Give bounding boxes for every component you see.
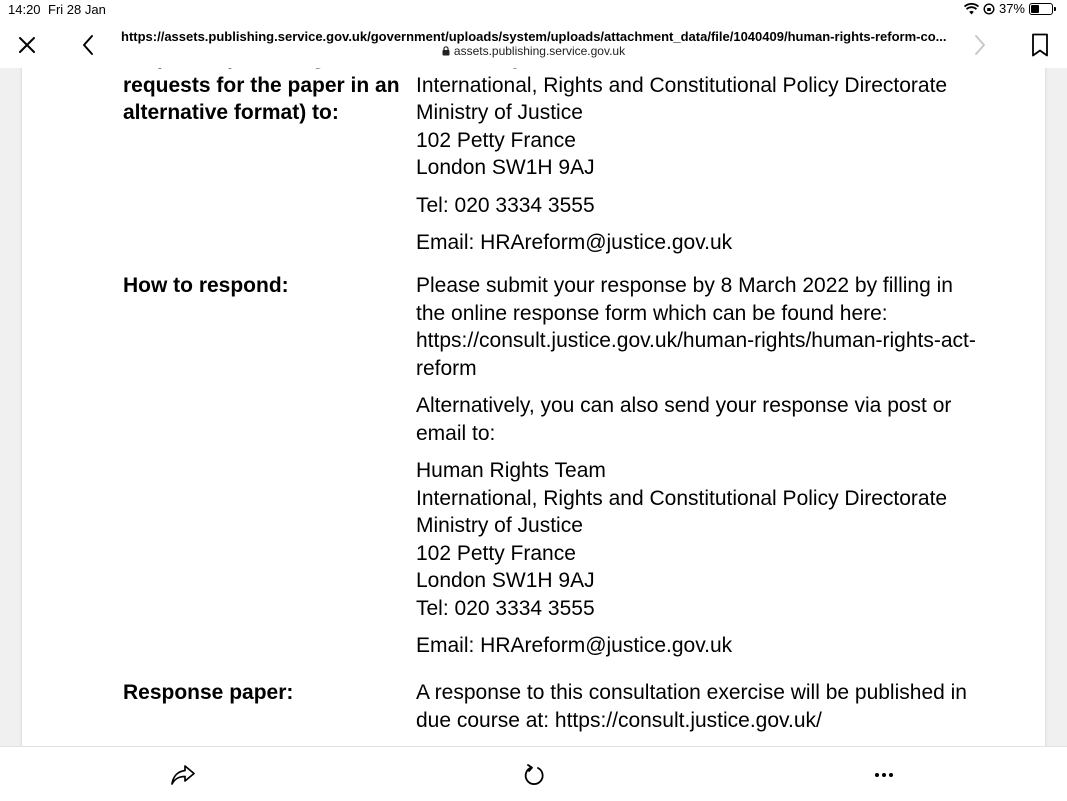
enquiries-content [416,68,976,267]
browser-nav-bar [0,20,1067,68]
lock-icon [442,46,450,56]
respond-address-line: Human Rights Team [416,459,606,482]
address-domain [0,44,1067,58]
enquiries-label-line-1: requests for the paper in an [123,73,400,97]
respond-address-line: London SW1H 9AJ [416,569,595,592]
document-page [22,68,1045,746]
address-url[interactable]: https://assets.publishing.service.gov.uk/government/uploads/system/uploads/attachment_data/file/1040409/human-rights-reform-co... [121,29,947,44]
response-paper-content [416,679,976,744]
respond-address-line: Ministry of Justice [416,514,583,537]
status-time: 14:20 [8,2,41,17]
respond-address-line: International, Rights and Constitutional Policy Directorate [416,486,948,510]
bookmark-icon[interactable] [1029,31,1051,59]
enquiries-label-line-2: alternative format) to: [123,101,339,124]
respond-email[interactable]: Email: HRAreform@justice.gov.uk [416,634,733,657]
domain-text: assets.publishing.service.gov.uk [453,44,626,58]
enquiries-address-line: Ministry of Justice [416,101,583,124]
share-icon[interactable] [168,760,198,790]
respond-label: How to respond: [123,274,289,297]
battery-icon [1029,3,1053,15]
wifi-icon [964,3,979,15]
more-icon[interactable] [869,760,899,790]
enquiries-address-line: International, Rights and Constitutional Policy Directorate [416,73,948,97]
enquiries-address-line: 102 Petty France [416,128,576,152]
forward-icon[interactable] [970,33,990,57]
enquiries-email[interactable]: Email: HRAreform@justice.gov.uk [416,231,733,254]
reload-icon[interactable] [519,760,549,790]
status-indicators [964,1,1053,16]
pdf-viewport[interactable] [0,68,1067,746]
response-paper-label: Response paper: [123,681,294,704]
status-bar [0,0,1067,20]
respond-para-1: Please submit your response by 8 March 2022 by filling in the online response form which can be found here: https://consult.justice.gov.uk/human-rights/human-rights-act-reform [416,274,976,380]
enquiries-label [123,68,408,127]
orientation-lock-icon [983,3,995,15]
respond-address-line: 102 Petty France [416,541,576,565]
respond-content [416,272,976,670]
response-paper-text: A response to this consultation exercise will be published in due course at: https://consult.justice.gov.uk/ [416,681,967,732]
enquiries-tel: Tel: 020 3334 3555 [416,193,595,217]
battery-percent: 37% [998,1,1025,16]
enquiries-address-line: London SW1H 9AJ [416,156,595,179]
bottom-toolbar [0,746,1067,801]
respond-address-line: Tel: 020 3334 3555 [416,596,595,620]
respond-para-2: Alternatively, you can also send your response via post or email to: [416,394,952,445]
status-date: Fri 28 Jan [48,2,106,17]
